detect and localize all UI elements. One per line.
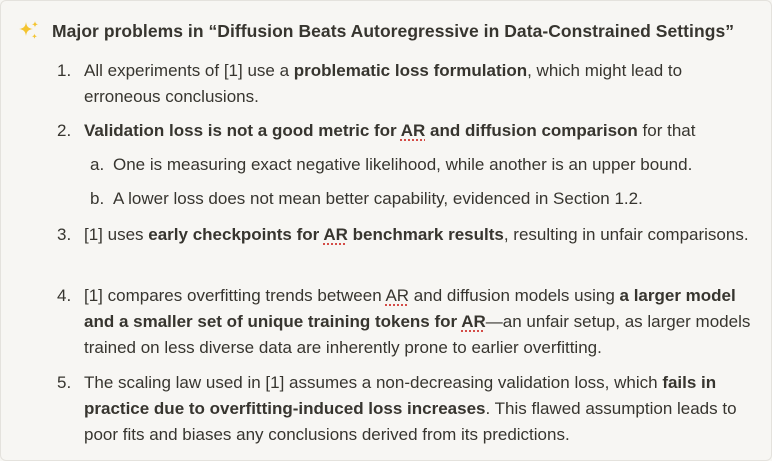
spellcheck-underlined-word: AR: [461, 312, 486, 331]
sub-list-item-a: [90, 152, 750, 178]
list-item-number: 1.: [57, 61, 72, 80]
note-title: Major problems in “Diffusion Beats Autoregressive in Data-Constrained Settings”: [52, 20, 735, 41]
text-run: The scaling law used in [1] assumes a non-decreasing validation loss, which: [84, 373, 663, 392]
bold-text-run: Validation loss is not a good metric for: [84, 121, 401, 140]
list-item-number: 5.: [57, 373, 72, 392]
list-item-text: [84, 118, 757, 144]
list-item-2: [57, 118, 757, 144]
spellcheck-underlined-word: AR: [323, 225, 348, 244]
list-item-text: [84, 370, 757, 448]
list-item-number: 4.: [57, 286, 72, 305]
bold-text-run: and diffusion comparison: [425, 121, 638, 140]
bold-text-run: fails in practice due to overfitting-induced loss increases: [84, 373, 717, 418]
text-run: [1] compares overfitting trends between: [84, 286, 386, 305]
sparkles-icon: [17, 19, 41, 43]
sub-list-item-text: A lower loss does not mean better capability, evidenced in Section 1.2.: [113, 189, 643, 208]
text-run: —an unfair setup, as larger models trained on less diverse data are inherently prone to earlier overfitting.: [84, 312, 751, 357]
sub-list-item-letter: a.: [90, 155, 105, 174]
bold-text-run: early checkpoints for: [148, 225, 324, 244]
text-run: for that: [637, 121, 696, 140]
text-run: [1] uses: [84, 225, 149, 244]
spellcheck-underlined-word: AR: [400, 121, 426, 140]
bold-text-run: problematic loss formulation: [293, 61, 528, 80]
list-item-1: [57, 58, 757, 110]
spellcheck-underlined-word: AR: [385, 286, 410, 305]
bold-text-run: benchmark results: [347, 225, 504, 244]
note-heading: [17, 19, 734, 43]
sub-list-item-b: [90, 186, 750, 212]
list-item-5: [57, 370, 757, 448]
text-run: , resulting in unfair comparisons.: [503, 225, 749, 244]
list-item-4: [57, 283, 757, 361]
text-run: and diffusion models using: [409, 286, 620, 305]
text-run: , which might lead to erroneous conclusions.: [84, 61, 683, 106]
list-item-number: 2.: [57, 121, 72, 140]
bold-text-run: a larger model and a smaller set of unique training tokens for: [84, 286, 736, 331]
list-item-text: [84, 283, 757, 361]
list-item-text: [84, 58, 757, 110]
text-run: All experiments of [1] use a: [84, 61, 294, 80]
list-item-text: [84, 222, 757, 248]
text-run: . This flawed assumption leads to poor fits and biases any conclusions derived from its predictions.: [84, 399, 737, 444]
sub-list-item-letter: b.: [90, 189, 105, 208]
list-item-3: [57, 222, 757, 248]
list-item-number: 3.: [57, 225, 72, 244]
sub-list-item-text: One is measuring exact negative likelihood, while another is an upper bound.: [113, 155, 693, 174]
